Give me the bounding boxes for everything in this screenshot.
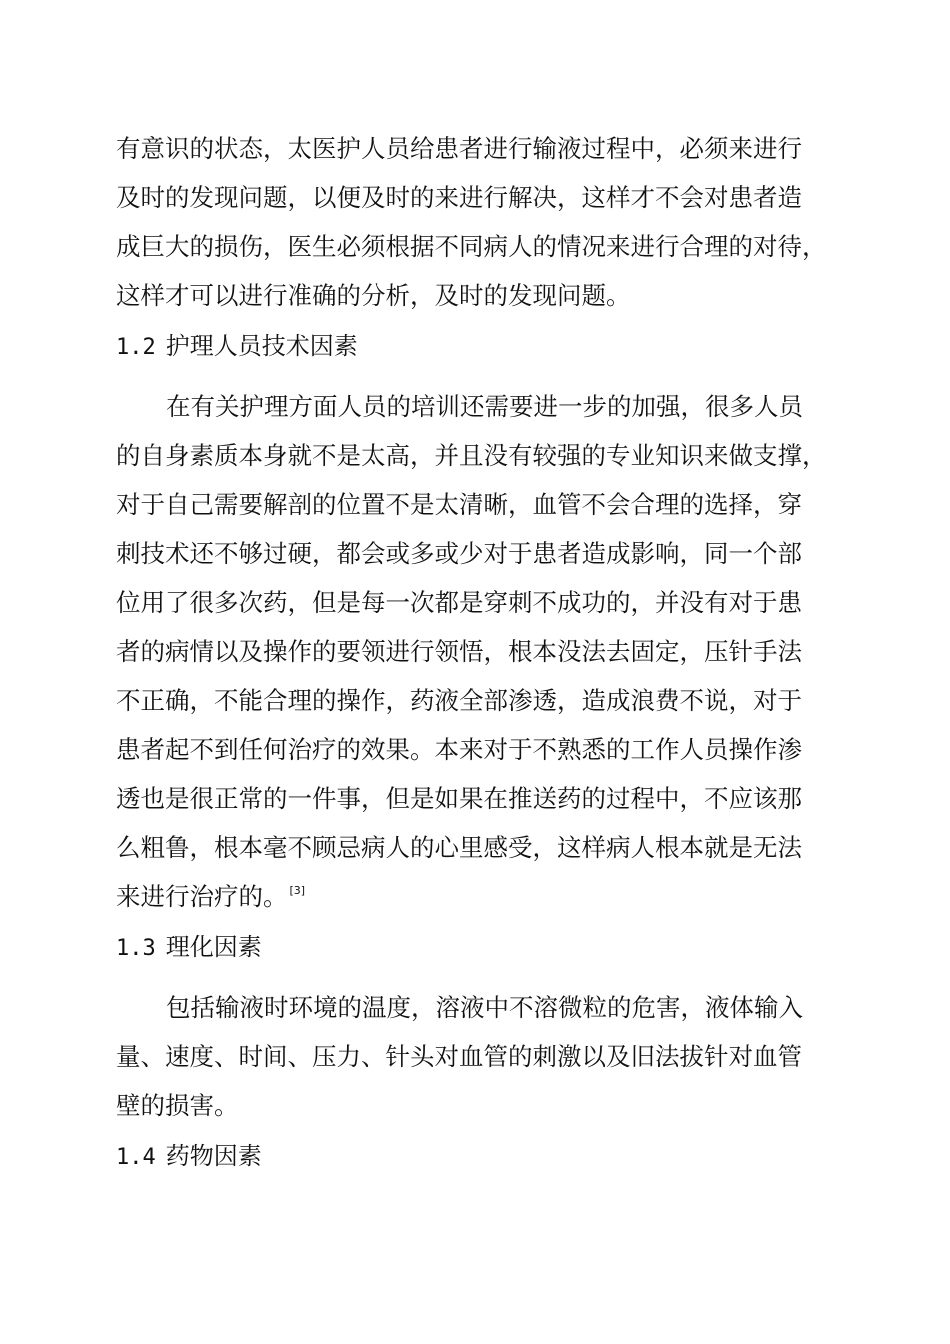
text-line: 不正确，不能合理的操作，药液全部渗透，造成浪费不说，对于 [116,686,802,715]
text-line: 位用了很多次药，但是每一次都是穿刺不成功的，并没有对于患 [116,588,802,617]
text-line-last [116,872,838,921]
paragraph-section-1-3 [116,983,838,1130]
text-line: 者的病情以及操作的要领进行领悟，根本没法去固定，压针手法 [116,637,802,666]
text-line: 这样才可以进行准确的分析，及时的发现问题。 [116,281,631,310]
text-line: 的自身素质本身就不是太高，并且没有较强的专业知识来做支撑， [116,441,827,470]
text-line: 来进行治疗的。 [116,882,288,911]
text-line: 么粗鲁，根本毫不顾忌病人的心里感受，这样病人根本就是无法 [116,833,802,862]
section-number: 1.2 [116,335,156,360]
section-title: 药物因素 [165,1142,262,1170]
section-heading-1-4 [116,1130,838,1182]
text-line: 包括输液时环境的温度，溶液中不溶微粒的危害，液体输入 [166,993,803,1022]
document-page [116,124,838,1182]
text-line: 量、速度、时间、压力、针头对血管的刺激以及旧法拔针对血管 [116,1042,802,1071]
text-line: 刺技术还不够过硬，都会或多或少对于患者造成影响，同一个部 [116,539,802,568]
paragraph-intro [116,124,838,320]
text-line: 在有关护理方面人员的培训还需要进一步的加强，很多人员 [166,392,803,421]
section-number: 1.3 [116,936,156,961]
text-line: 壁的损害。 [116,1091,239,1120]
text-line: 及时的发现问题，以便及时的来进行解决，这样才不会对患者造 [116,183,802,212]
section-heading-1-3 [116,921,838,973]
text-line: 有意识的状态，太医护人员给患者进行输液过程中，必须来进行 [116,134,802,163]
text-line: 透也是很正常的一件事，但是如果在推送药的过程中，不应该那 [116,784,802,813]
citation-reference: [3] [289,884,306,897]
text-line: 对于自己需要解剖的位置不是太清晰，血管不会合理的选择，穿 [116,490,802,519]
section-title: 理化因素 [165,933,262,961]
section-heading-1-2 [116,320,838,372]
text-line: 成巨大的损伤，医生必须根据不同病人的情况来进行合理的对待， [116,232,827,261]
section-title: 护理人员技术因素 [165,332,358,360]
paragraph-section-1-2 [116,382,838,921]
text-line: 患者起不到任何治疗的效果。本来对于不熟悉的工作人员操作渗 [116,735,802,764]
section-number: 1.4 [116,1145,156,1170]
